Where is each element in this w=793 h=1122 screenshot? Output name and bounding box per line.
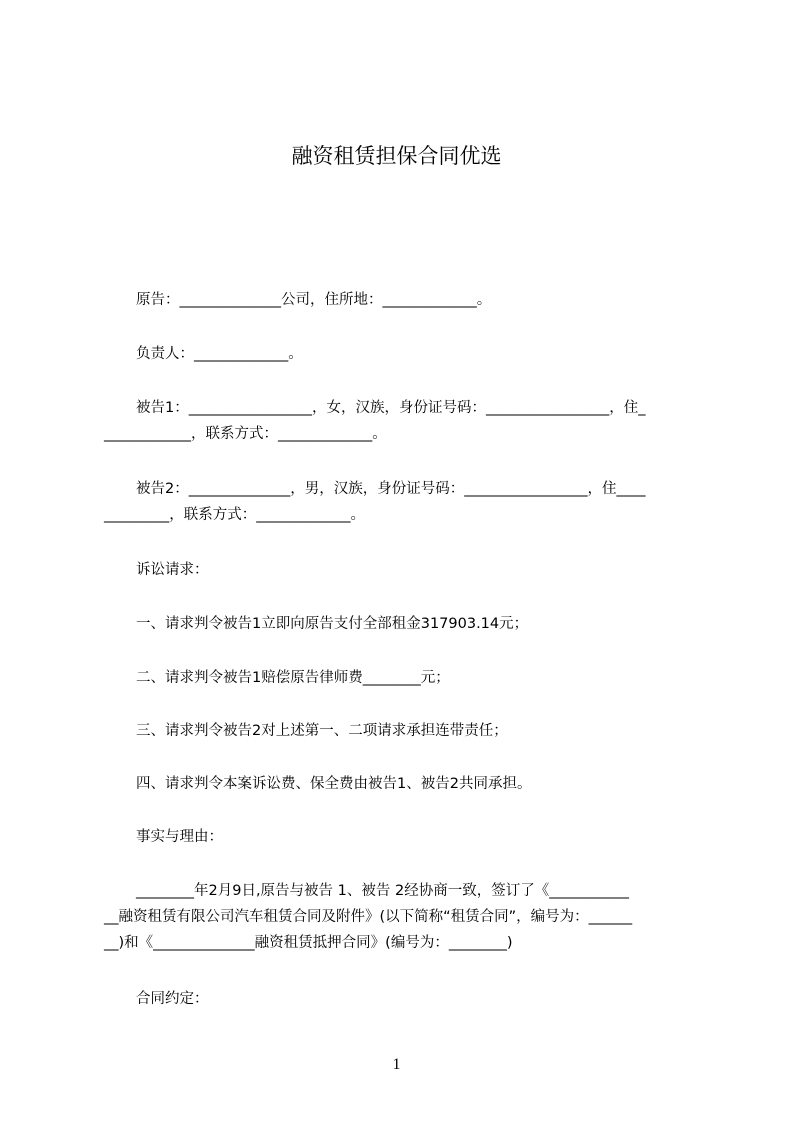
text-line: 合同约定： — [136, 991, 209, 1007]
text-line: __)和《______________融资租赁抵押合同》(编号为：________) — [104, 935, 513, 951]
document-title: 融资租赁担保合同优选 — [291, 144, 502, 168]
text-line: 负责人：_____________。 — [136, 346, 303, 362]
claim-item — [104, 771, 736, 797]
text-line: ________年2月9日,原告与被告 1、被告 2经协商一致，签订了《___________ — [136, 883, 629, 899]
claim-item — [104, 611, 736, 637]
text-line: ____________，联系方式：_____________。 — [104, 426, 387, 442]
facts-heading — [104, 824, 736, 850]
text-line: 诉讼请求： — [136, 562, 209, 578]
text-line: 事实与理由： — [136, 829, 223, 845]
text-line: 四、请求判令本案诉讼费、保全费由被告1、被告2共同承担。 — [136, 776, 532, 792]
text-line: 三、请求判令被告2对上述第一、二项请求承担连带责任； — [136, 723, 508, 739]
text-line: 原告：______________公司，住所地：_____________。 — [136, 292, 492, 308]
contract-terms-heading — [104, 986, 736, 1012]
defendant-1-paragraph — [104, 395, 704, 447]
claims-heading — [104, 557, 736, 583]
text-line: __融资租赁有限公司汽车租赁合同及附件》(以下简称“租赁合同”，编号为：______ — [104, 909, 633, 925]
text-line: _________，联系方式：_____________。 — [104, 507, 365, 523]
claim-item — [104, 665, 736, 691]
responsible-person-paragraph — [104, 341, 736, 367]
text-line: 二、请求判令被告1赔偿原告律师费________元； — [136, 670, 450, 686]
claim-item — [104, 718, 736, 744]
text-line: 被告1：_________________，女，汉族，身份证号码：_________________，住_ — [136, 400, 646, 416]
defendant-2-paragraph — [104, 476, 704, 528]
facts-paragraph — [104, 878, 704, 956]
text-line: 被告2：______________，男，汉族，身份证号码：_________________，住____ — [136, 481, 646, 497]
plaintiff-paragraph — [104, 287, 736, 313]
text-line: 一、请求判令被告1立即向原告支付全部租金317903.14元； — [136, 616, 529, 632]
page-number: 1 — [392, 1056, 401, 1073]
